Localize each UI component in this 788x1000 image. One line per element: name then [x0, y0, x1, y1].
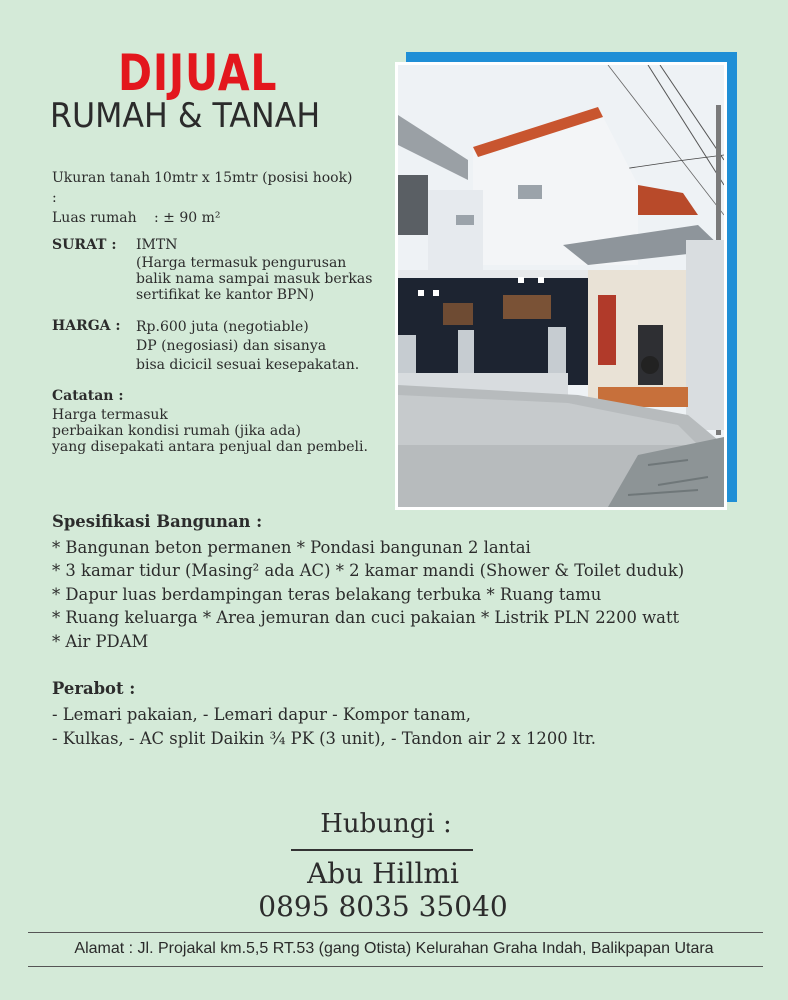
- harga-value: [136, 318, 436, 375]
- address: Alamat : Jl. Projakal km.5,5 RT.53 (gang Otista) Kelurahan Graha Indah, Balikpapan Utara: [74, 940, 714, 957]
- harga-line: DP (negosiasi) dan sisanya: [136, 338, 327, 354]
- surat-value: [136, 237, 436, 303]
- harga-label: HARGA :: [52, 318, 121, 334]
- contact-name: Abu Hillmi: [307, 857, 459, 890]
- harga-line: bisa dicicil sesuai kesepakatan.: [136, 357, 360, 373]
- furniture-section: [52, 677, 596, 751]
- furniture-title: Perabot :: [52, 679, 136, 698]
- spec-line: * Air PDAM: [52, 631, 149, 651]
- catatan-line: perbaikan kondisi rumah (jika ada): [52, 423, 301, 439]
- property-size-info: [52, 168, 353, 228]
- land-size-value: 10mtr x 15mtr (posisi hook): [154, 170, 353, 186]
- house-photo: [395, 62, 727, 510]
- subheadline: RUMAH & TANAH: [50, 96, 321, 136]
- contact-divider: [291, 849, 473, 851]
- furniture-line: - Kulkas, - AC split Daikin ¾ PK (3 unit), - Tandon air 2 x 1200 ltr.: [52, 729, 596, 748]
- contact-phone[interactable]: 0895 8035 35040: [258, 890, 508, 923]
- house-photo-frame: [395, 52, 737, 510]
- address-bottom-divider: [28, 966, 763, 967]
- catatan-title: Catatan :: [52, 388, 124, 404]
- house-area-label: Luas rumah: [52, 210, 137, 226]
- address-top-divider: [28, 932, 763, 933]
- spec-line: * Dapur luas berdampingan teras belakang terbuka * Ruang tamu: [52, 584, 602, 604]
- catatan-line: yang disepakati antara penjual dan pembeli.: [52, 439, 368, 455]
- catatan-line: Harga termasuk: [52, 407, 168, 423]
- harga-line: Rp.600 juta (negotiable): [136, 319, 309, 335]
- contact-title: Hubungi :: [320, 809, 452, 839]
- specs-title: Spesifikasi Bangunan :: [52, 512, 263, 531]
- catatan-section: [52, 388, 368, 455]
- surat-line: IMTN: [136, 237, 178, 253]
- spec-line: * Bangunan beton permanen * Pondasi bangunan 2 lantai: [52, 537, 531, 557]
- surat-line: (Harga termasuk pengurusan: [136, 255, 347, 271]
- surat-line: balik nama sampai masuk berkas: [136, 271, 373, 287]
- headline: DIJUAL: [118, 44, 278, 102]
- building-specs: [52, 510, 684, 653]
- surat-label: SURAT :: [52, 237, 117, 253]
- spec-line: * 3 kamar tidur (Masing² ada AC) * 2 kamar mandi (Shower & Toilet duduk): [52, 561, 685, 580]
- surat-line: sertifikat ke kantor BPN): [136, 287, 315, 303]
- house-illustration: [398, 65, 724, 507]
- spec-line: * Ruang keluarga * Area jemuran dan cuci pakaian * Listrik PLN 2200 watt: [52, 608, 680, 627]
- furniture-line: - Lemari pakaian, - Lemari dapur - Kompor tanam,: [52, 705, 471, 724]
- house-area-value: : ± 90 m²: [154, 210, 221, 226]
- land-size-label: Ukuran tanah :: [52, 170, 151, 206]
